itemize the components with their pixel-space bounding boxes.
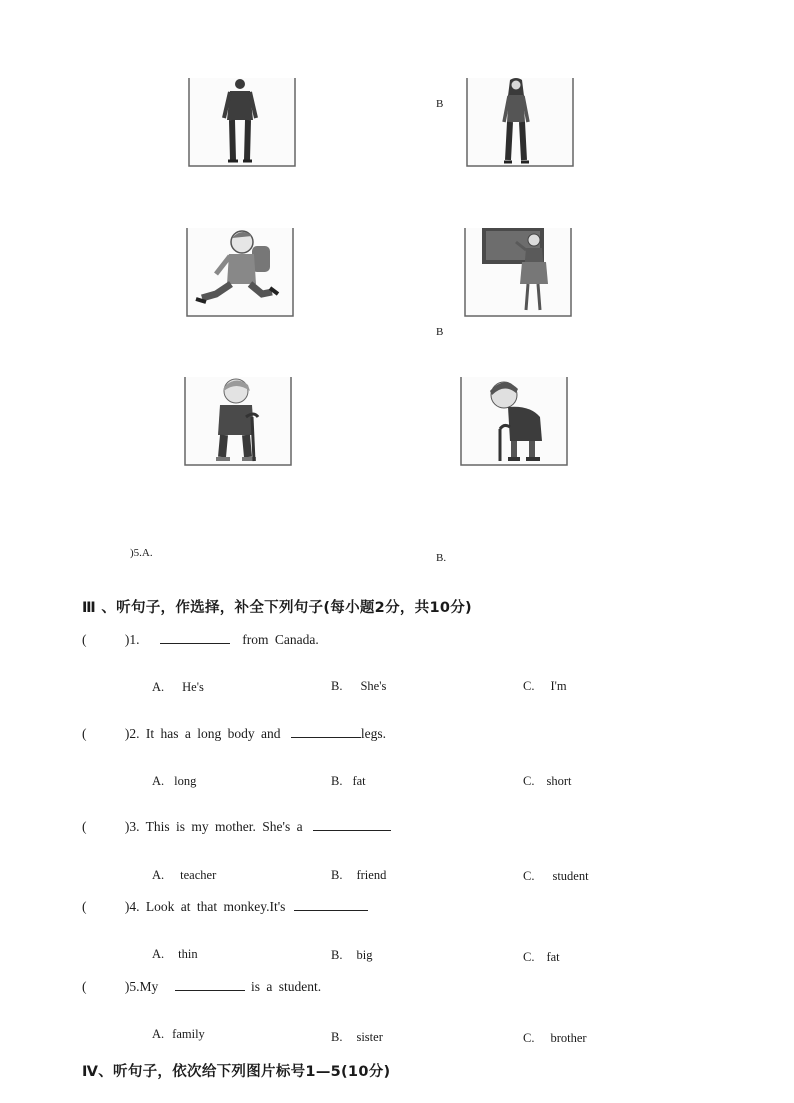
option-text: teacher (180, 868, 217, 882)
option-text: brother (550, 1031, 587, 1045)
option-text: I'm (550, 679, 567, 693)
option-letter: A. (152, 1027, 165, 1041)
old-woman-with-cane-icon (460, 377, 568, 466)
option-text: thin (178, 947, 198, 961)
tall-man-icon (188, 78, 296, 167)
q4-option-a[interactable] (152, 947, 198, 962)
option-letter: A. (152, 947, 165, 961)
answer-blank[interactable] (291, 725, 361, 738)
q5-option-c[interactable] (523, 1031, 587, 1046)
option-letter: C. (523, 774, 535, 788)
q2-option-c[interactable] (523, 774, 571, 789)
q1-option-c[interactable] (523, 679, 567, 694)
picture-tall-woman (466, 78, 574, 167)
option-letter: B. (331, 948, 343, 962)
pair1-option-b-label: B (436, 98, 444, 110)
answer-blank[interactable] (175, 978, 245, 991)
pair2-option-b-label: B (436, 326, 444, 338)
question-5 (82, 978, 321, 995)
option-text: fat (352, 774, 366, 788)
option-letter: C. (523, 950, 535, 964)
q4-option-c[interactable] (523, 950, 560, 965)
question-text-before: It has a long body and (145, 726, 281, 741)
option-text: She's (360, 679, 387, 693)
question-3 (82, 818, 391, 835)
question-4 (82, 898, 368, 915)
picture-teacher-woman (464, 228, 572, 317)
answer-paren: ( (82, 632, 87, 647)
q1-option-a[interactable] (152, 680, 204, 695)
question-number: )5.My (124, 979, 159, 994)
picture-running-boy (186, 228, 294, 317)
q3-option-c[interactable] (523, 869, 589, 884)
question-number: )1. (124, 632, 140, 647)
q5-option-b[interactable] (331, 1030, 383, 1045)
question-text-after: from Canada. (242, 632, 319, 647)
option-letter: C. (523, 869, 535, 883)
option-text: family (172, 1027, 205, 1041)
option-text: friend (356, 868, 387, 882)
question-text-before: Look at that monkey.It's (145, 899, 286, 914)
picture-old-man (184, 377, 292, 466)
option-text: fat (546, 950, 560, 964)
question-1 (82, 631, 319, 648)
running-boy-icon (186, 228, 294, 317)
answer-blank[interactable] (313, 818, 391, 831)
answer-paren: ( (82, 726, 87, 741)
option-text: short (546, 774, 572, 788)
answer-paren: ( (82, 819, 87, 834)
q3-option-b[interactable] (331, 868, 386, 883)
option-letter: B. (331, 1030, 343, 1044)
question-number: )2. (124, 726, 140, 741)
answer-paren: ( (82, 979, 87, 994)
pair5-option-b-label: B. (436, 552, 447, 564)
option-letter: A. (152, 774, 165, 788)
q1-option-b[interactable] (331, 679, 386, 694)
question-text-before: This is my mother. She's a (145, 819, 303, 834)
option-letter: B. (331, 774, 343, 788)
section-4-heading: Ⅳ、听句子，依次给下列图片标号1—5(10分) (82, 1064, 391, 1080)
q4-option-b[interactable] (331, 948, 372, 963)
option-text: student (552, 869, 589, 883)
q3-option-a[interactable] (152, 868, 216, 883)
teacher-woman-icon (464, 228, 572, 317)
section-3-heading: Ⅲ 、听句子，作选择，补全下列句子(每小题2分，共10分) (82, 600, 472, 616)
pair5-option-a-label: )5.A. (130, 547, 153, 559)
option-text: sister (356, 1030, 383, 1044)
option-letter: C. (523, 679, 535, 693)
answer-blank[interactable] (160, 631, 230, 644)
question-text-after: is a student. (251, 979, 322, 994)
q2-option-a[interactable] (152, 774, 196, 789)
option-letter: A. (152, 680, 165, 694)
picture-old-woman (460, 377, 568, 466)
option-letter: C. (523, 1031, 535, 1045)
option-text: He's (182, 680, 204, 694)
option-letter: B. (331, 868, 343, 882)
old-man-with-cane-icon (184, 377, 292, 466)
q5-option-a[interactable] (152, 1027, 205, 1042)
tall-woman-icon (466, 78, 574, 167)
question-text-after: legs. (360, 726, 386, 741)
question-2 (82, 725, 386, 742)
q2-option-b[interactable] (331, 774, 366, 789)
question-number: )4. (124, 899, 140, 914)
picture-tall-man (188, 78, 296, 167)
option-letter: B. (331, 679, 343, 693)
option-letter: A. (152, 868, 165, 882)
answer-blank[interactable] (294, 898, 368, 911)
option-text: long (174, 774, 197, 788)
option-text: big (356, 948, 373, 962)
question-number: )3. (124, 819, 140, 834)
answer-paren: ( (82, 899, 87, 914)
